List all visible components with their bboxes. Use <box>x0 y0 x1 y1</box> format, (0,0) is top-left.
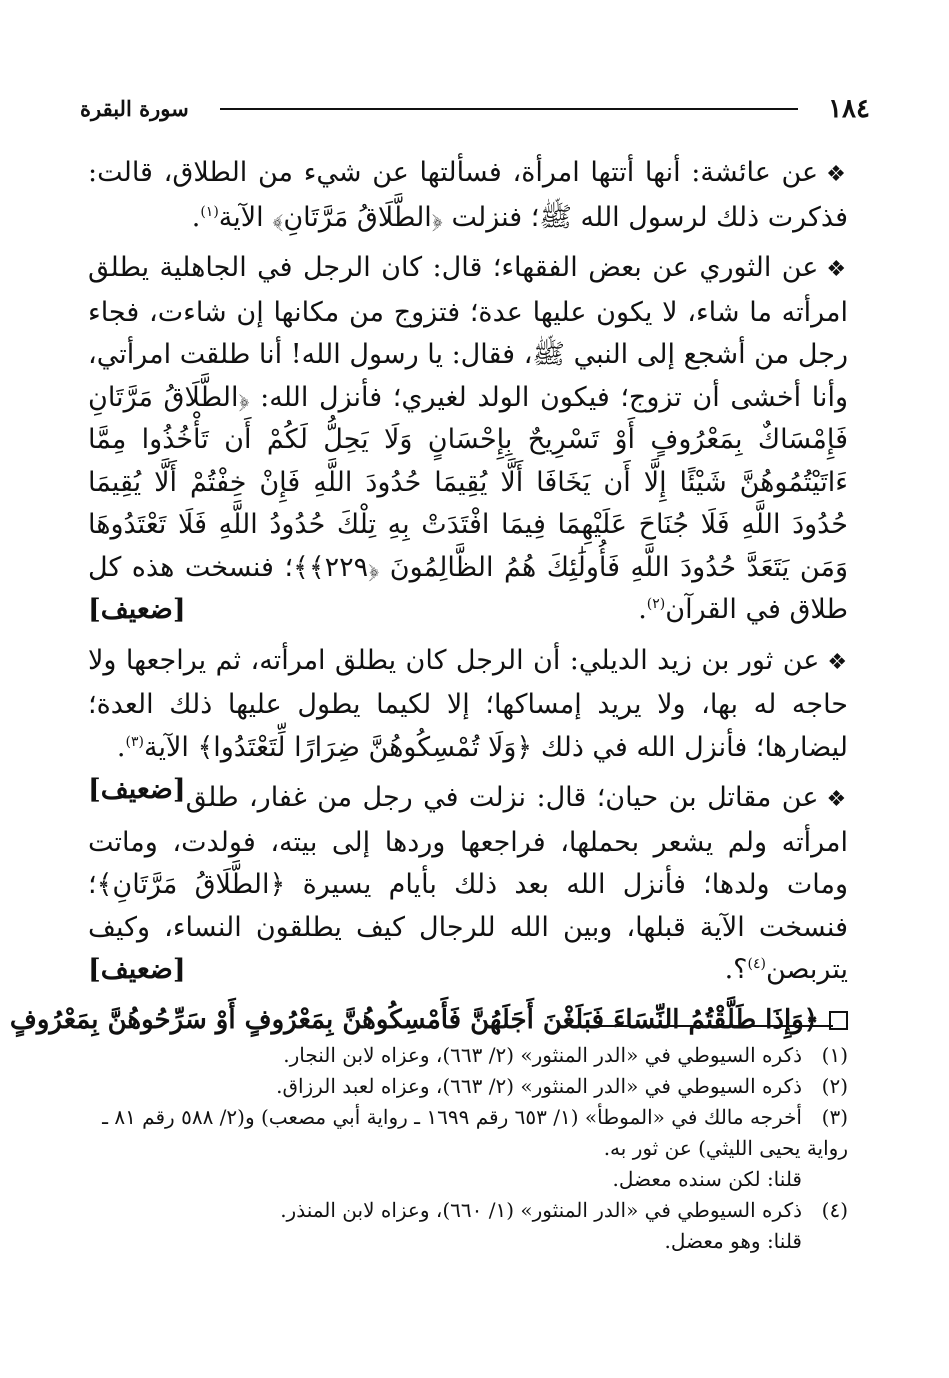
surah-title: سورة البقرة <box>80 96 189 121</box>
footnote-ref[interactable]: (١) <box>200 203 219 220</box>
grade-label: [ضعيف] <box>88 954 186 985</box>
footnote-text: أخرجه مالك في «الموطأ» (١/ ٦٥٣ رقم ١٦٩٩ ـ رواية أبي مصعب) و(٢/ ٥٨٨ رقم ٨١ ـ رواية يحيى الليثي) عن ثور به. <box>102 1105 848 1160</box>
narration-text: عن الثوري عن بعض الفقهاء؛ قال: كان الرجل في الجاهلية يطلق امرأته ما شاء، لا يكون عليها عدة؛ فتزوج من مكانها إن شاءت، فجاء رجل من أشجع إلى النبي ﷺ، فقال: يا رسول الله! أنا طلقت امرأتي، وأنا أخشى أن تزوج؛ فيكون الولد لغيري؛ فأنزل الله: ﴿الطَّلَاقُ مَرَّتَانِ فَإِمْسَاكٌ بِمَعْرُوفٍ أَوْ تَسْرِيحٌ بِإِحْسَانٍ وَلَا يَحِلُّ لَكُمْ أَن تَأْخُذُوا مِمَّا ءَاتَيْتُمُوهُنَّ شَيْئًا إِلَّا أَن يَخَافَا أَلَّا يُقِيمَا حُدُودَ اللَّهِ فَإِنْ خِفْتُمْ أَلَّا يُقِيمَا حُدُودَ اللَّهِ فَلَا جُنَاحَ عَلَيْهِمَا فِيمَا افْتَدَتْ بِهِ تِلْكَ حُدُودُ اللَّهِ فَلَا تَعْتَدُوهَا وَمَن يَتَعَدَّ حُدُودَ اللَّهِ فَأُولَٰئِكَ هُمُ الظَّالِمُونَ ﴿٢٢٩﴾﴾؛ فنسخت هذه كل طلاق في القرآن <box>88 252 848 625</box>
footnote-note: قلنا: لكن سنده معضل. <box>612 1167 802 1191</box>
narration-paragraph <box>88 777 848 992</box>
footnote-number: (٢) <box>821 1074 848 1098</box>
footnote-text: ذكره السيوطي في «الدر المنثور» (٢/ ٦٦٣)، وعزاه لعبد الرزاق. <box>276 1074 802 1098</box>
grade-label: [ضعيف] <box>88 774 186 805</box>
star-icon: ❖ <box>826 787 848 812</box>
narration-paragraph <box>88 152 848 239</box>
footnote-item <box>88 1040 848 1071</box>
narration-text: عن مقاتل بن حيان؛ قال: نزلت في رجل من غفار، طلق امرأته ولم يشعر بحملها، فراجعها وردها إلى بيته، فولدت، وماتت ومات ولدها؛ فأنزل الله بعد ذلك بأيام يسيرة ﴿الطَّلَاقُ مَرَّتَانِ﴾؛ فنسخت الآية قبلها، وبين الله للرجال كيف يطلقون النساء، وكيف يتربصن <box>88 782 848 985</box>
footnote-ref[interactable]: (٤) <box>747 956 766 972</box>
narration-text: عن ثور بن زيد الديلي: أن الرجل كان يطلق امرأته، ثم يراجعها ولا حاجه له بها، ولا يريد إمساكها؛ إلا لكيما يطول عليها ذلك العدة؛ ليضارها؛ فأنزل الله في ذلك ﴿وَلَا تُمْسِكُوهُنَّ ضِرَارًا لِّتَعْتَدُوا﴾ الآية <box>88 644 848 763</box>
footnote-number: (٣) <box>821 1105 848 1129</box>
page-header <box>80 92 870 132</box>
footnote-item <box>88 1102 848 1164</box>
footnote-ref[interactable]: (٢) <box>646 596 666 612</box>
narration-paragraph <box>88 247 848 632</box>
footnote-number: (٤) <box>821 1198 848 1222</box>
narration-end: . <box>116 731 126 763</box>
footnote-number: (١) <box>821 1043 848 1067</box>
header-rule <box>220 108 798 110</box>
footnote-ref[interactable]: (٣) <box>125 733 144 750</box>
narration-end: . <box>191 201 201 233</box>
footnote-text: ذكره السيوطي في «الدر المنثور» (٢/ ٦٦٣)، وعزاه لابن النجار. <box>283 1043 802 1067</box>
verse-heading <box>9 1000 848 1040</box>
footnote-note: قلنا: وهو معضل. <box>664 1229 802 1253</box>
narration-text: عن عائشة: أنها أتتها امرأة، فسألتها عن شيء من الطلاق، قالت: فذكرت ذلك لرسول الله ﷺ؛ فنزلت ﴿الطَّلَاقُ مَرَّتَانِ﴾ الآية <box>88 157 848 233</box>
narration-end: ؟. <box>724 954 748 985</box>
page-number: ١٨٤ <box>828 94 870 124</box>
star-icon: ❖ <box>827 649 848 675</box>
verse-heading-text: ﴿وَإِذَا طَلَّقْتُمُ النِّسَاءَ فَبَلَغْنَ أَجَلَهُنَّ فَأَمْسِكُوهُنَّ بِمَعْرُوفٍ أَوْ سَرِّحُوهُنَّ بِمَعْرُوفٍ <box>9 1004 819 1035</box>
grade-label: [ضعيف] <box>88 594 186 625</box>
footnote-item <box>88 1195 848 1226</box>
footnotes <box>88 1040 848 1257</box>
narration-end: . <box>638 594 647 625</box>
footnote-separator <box>573 1025 833 1027</box>
star-icon: ❖ <box>826 257 848 282</box>
footnote-text: ذكره السيوطي في «الدر المنثور» (١/ ٦٦٠)، وعزاه لابن المنذر. <box>280 1198 802 1222</box>
narration-paragraph <box>88 640 848 805</box>
star-icon: ❖ <box>826 162 848 187</box>
footnote-item <box>88 1071 848 1102</box>
main-text <box>9 152 848 1040</box>
verse-box-icon <box>829 1011 848 1030</box>
